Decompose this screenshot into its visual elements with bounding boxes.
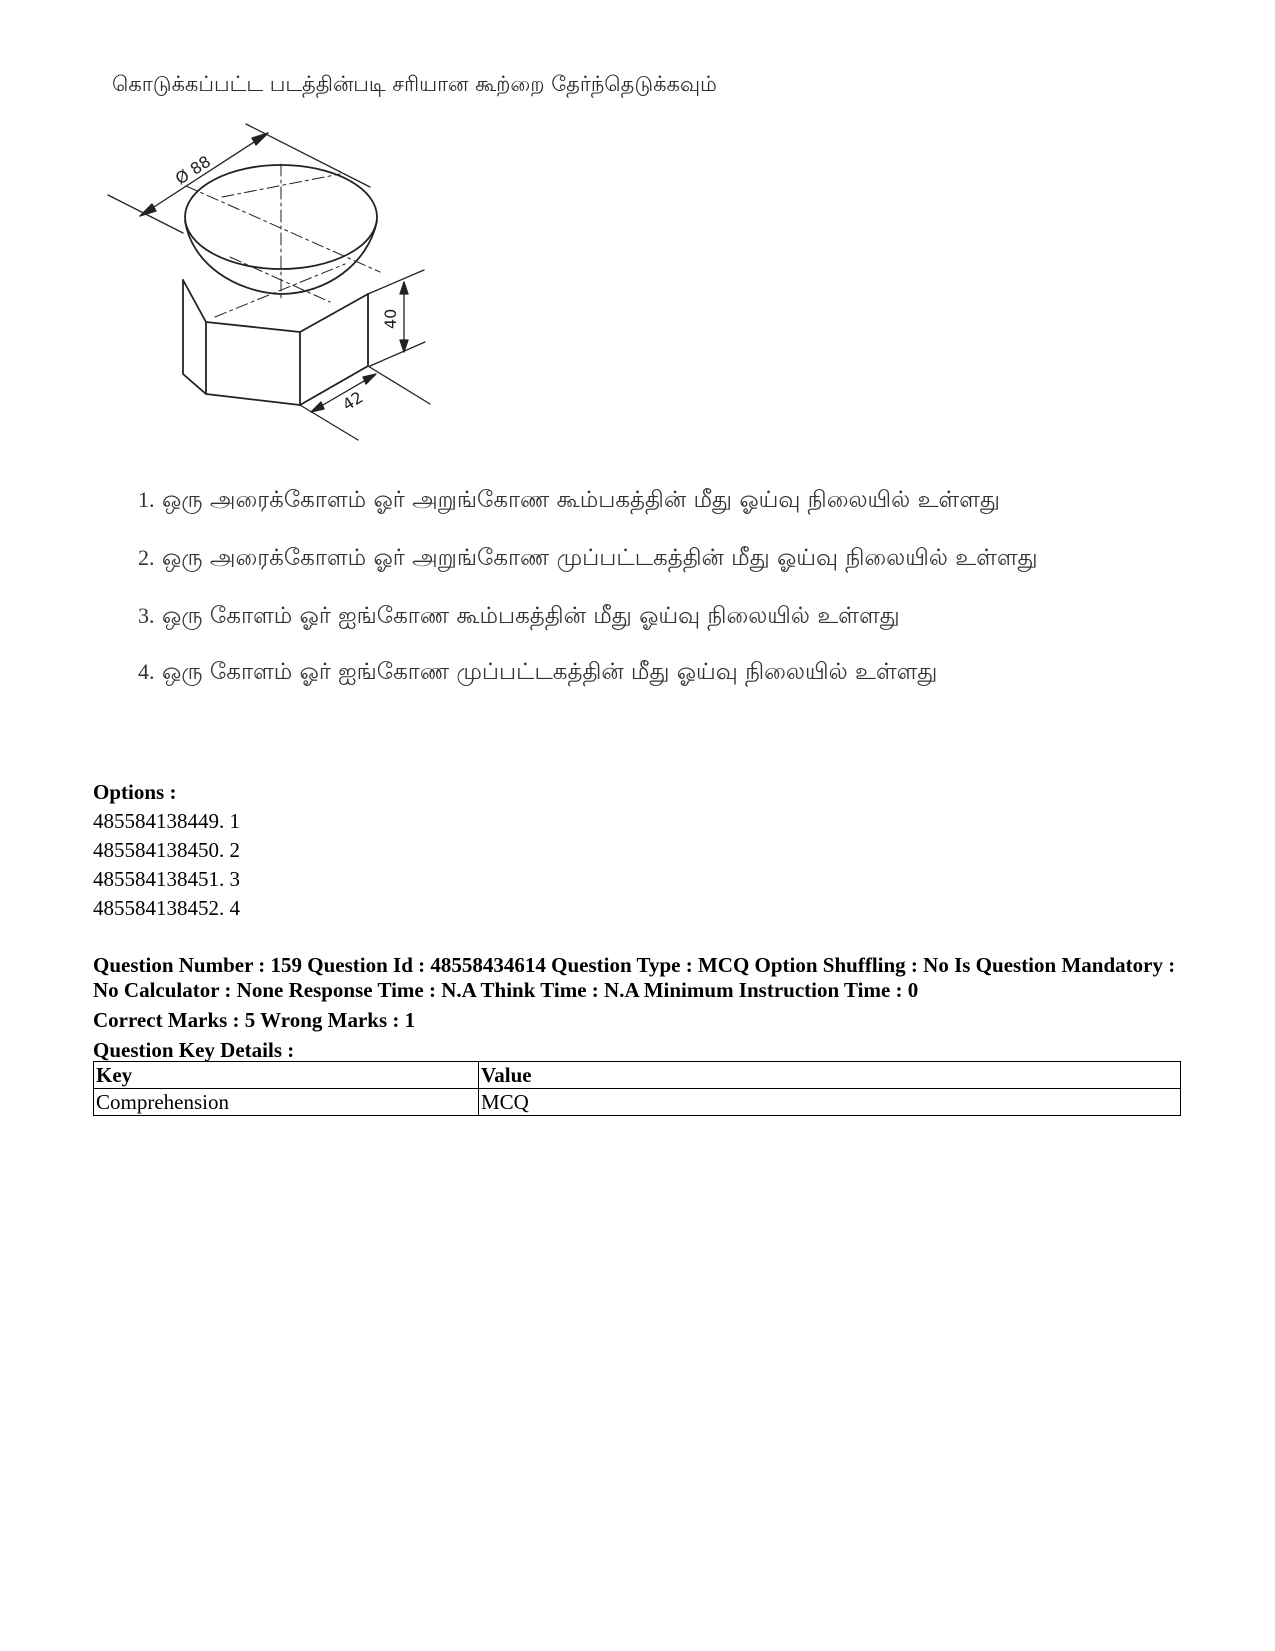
option-item: 485584138451. 3 [93, 867, 240, 891]
choice-number: 4. [138, 659, 155, 684]
question-meta-line: Question Number : 159 Question Id : 48558434614 Question Type : MCQ Option Shuffling : No Is Question Mandatory : [93, 953, 1176, 977]
choice-text: ஒரு கோளம் ஓர் ஐங்கோண கூம்பகத்தின் மீது ஓய்வு நிலையில் உள்ளது [162, 603, 900, 629]
question-image [100, 72, 1110, 762]
choice-text: ஒரு கோளம் ஓர் ஐங்கோண முப்பட்டகத்தின் மீது ஓய்வு நிலையில் உள்ளது [162, 659, 938, 685]
marks-line: Correct Marks : 5 Wrong Marks : 1 [93, 1008, 416, 1032]
question-meta [93, 953, 1193, 1063]
option-item: 485584138452. 4 [93, 896, 240, 920]
table-cell-value: MCQ [479, 1089, 1181, 1116]
key-details-title: Question Key Details : [93, 1038, 295, 1062]
height-label: 40 [381, 308, 400, 329]
choice-text: ஒரு அரைக்கோளம் ஓர் அறுங்கோண கூம்பகத்தின் மீது ஓய்வு நிலையில் உள்ளது [162, 487, 1000, 513]
choice-number: 3. [138, 603, 155, 628]
choice-number: 1. [138, 487, 155, 512]
diameter-label: Ø 88 [171, 151, 215, 189]
question-prompt: கொடுக்கப்பட்ட படத்தின்படி சரியான கூற்றை தேர்ந்தெடுக்கவும் [112, 72, 717, 96]
side-label: 42 [339, 387, 367, 415]
column-header-key: Key [94, 1062, 479, 1089]
options-block [93, 778, 240, 923]
question-meta-line: No Calculator : None Response Time : N.A Think Time : N.A Minimum Instruction Time : 0 [93, 978, 919, 1002]
diameter-dimension [108, 124, 370, 233]
option-item: 485584138449. 1 [93, 809, 240, 833]
choice-number: 2. [138, 545, 155, 570]
hexagonal-prism [183, 280, 368, 405]
choice-item [138, 484, 1098, 516]
table-cell-key: Comprehension [94, 1089, 479, 1116]
choice-item [138, 600, 1098, 632]
choice-item [138, 656, 1098, 688]
column-header-value: Value [479, 1062, 1181, 1089]
table-header-row [94, 1062, 1181, 1089]
choice-text: ஒரு அரைக்கோளம் ஓர் அறுங்கோண முப்பட்டகத்தின் மீது ஓய்வு நிலையில் உள்ளது [162, 545, 1038, 571]
isometric-figure [100, 112, 445, 462]
table-row [94, 1089, 1181, 1116]
answer-choices [138, 484, 1098, 688]
key-details-table [93, 1061, 1181, 1116]
choice-item [138, 542, 1098, 574]
option-item: 485584138450. 2 [93, 838, 240, 862]
options-title: Options : [93, 780, 177, 804]
